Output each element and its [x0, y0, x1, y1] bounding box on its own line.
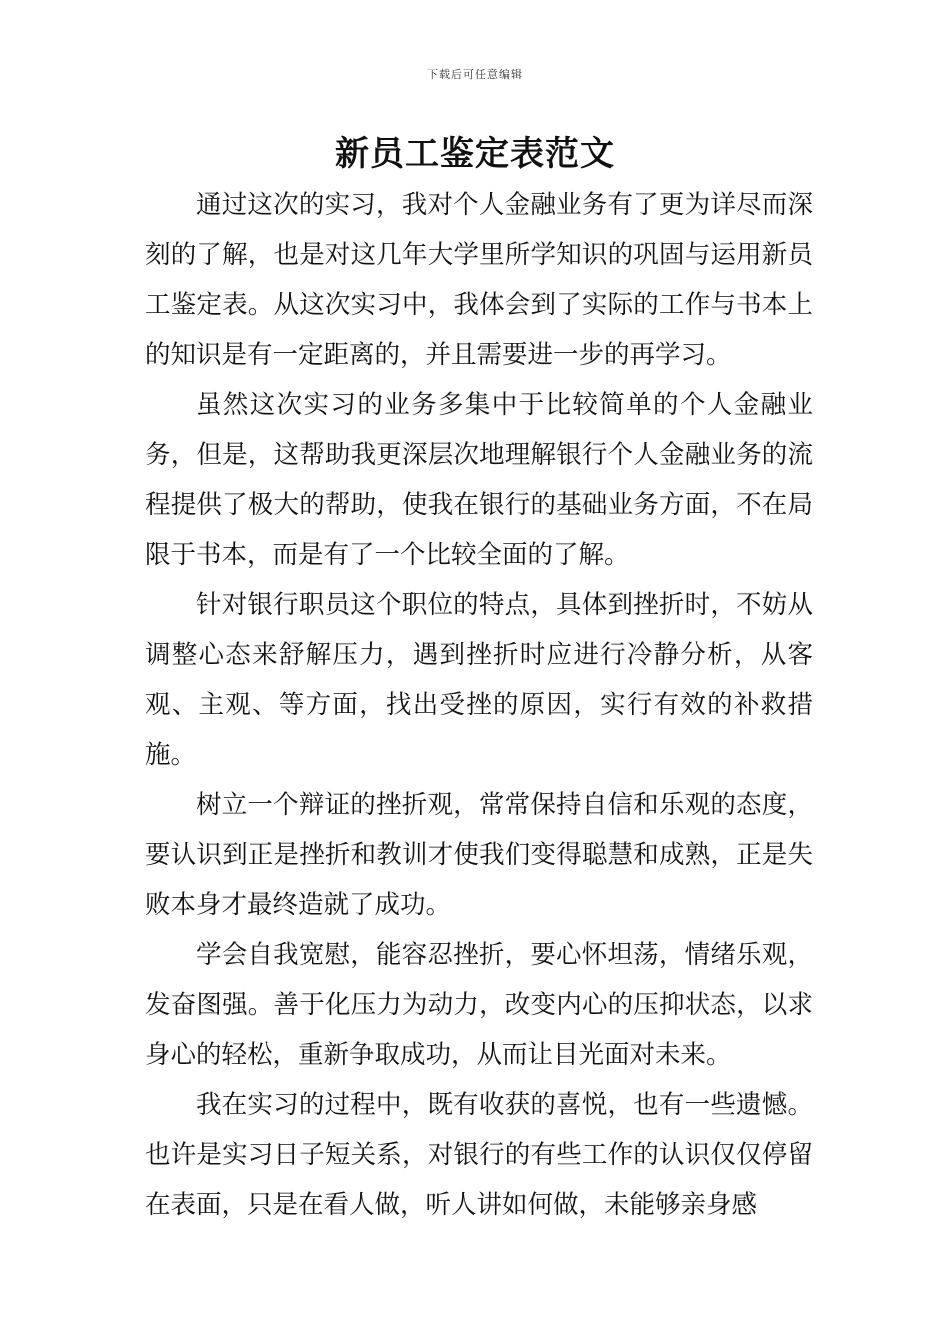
paragraph-5: 学会自我宽慰，能容忍挫折，要心怀坦荡，情绪乐观，发奋图强。善于化压力为动力，改变内心的压抑状态，以求身心的轻松，重新争取成功，从而让目光面对未来。	[145, 940, 813, 1070]
header-note: 下载后可任意编辑	[427, 68, 523, 81]
document-title: 新员工鉴定表范文	[335, 134, 615, 174]
document-body	[145, 180, 813, 1230]
paragraph-3: 针对银行职员这个职位的特点，具体到挫折时，不妨从调整心态来舒解压力，遇到挫折时应进行冷静分析，从客观、主观、等方面，找出受挫的原因，实行有效的补救措施。	[145, 590, 813, 770]
paragraph-2: 虽然这次实习的业务多集中于比较简单的个人金融业务，但是，这帮助我更深层次地理解银行个人金融业务的流程提供了极大的帮助，使我在银行的基础业务方面，不在局限于书本，而是有了一个比较全面的了解。	[145, 390, 813, 570]
paragraph-6: 我在实习的过程中，既有收获的喜悦，也有一些遗憾。也许是实习日子短关系，对银行的有些工作的认识仅仅停留在表面，只是在看人做，听人讲如何做，未能够亲身感	[145, 1090, 813, 1220]
paragraph-1: 通过这次的实习，我对个人金融业务有了更为详尽而深刻的了解，也是对这几年大学里所学知识的巩固与运用新员工鉴定表。从这次实习中，我体会到了实际的工作与书本上的知识是有一定距离的，并且需要进一步的再学习。	[145, 190, 813, 370]
paragraph-4: 树立一个辩证的挫折观，常常保持自信和乐观的态度，要认识到正是挫折和教训才使我们变得聪慧和成熟，正是失败本身才最终造就了成功。	[145, 790, 813, 920]
